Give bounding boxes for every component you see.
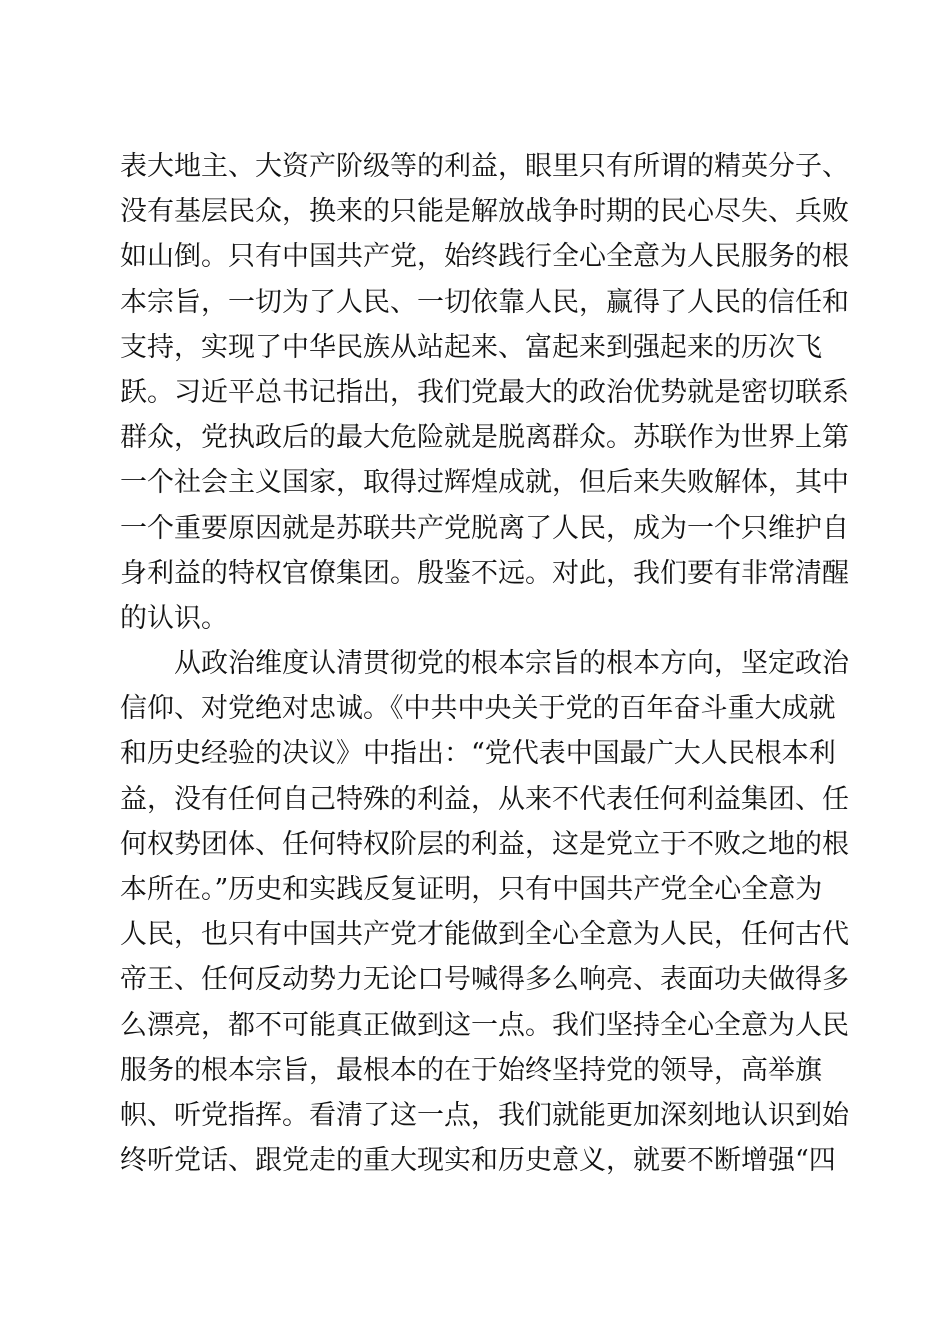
text-line: 益，没有任何自己特殊的利益，从来不代表任何利益集团、任 xyxy=(120,783,849,815)
text-line: 一个重要原因就是苏联共产党脱离了人民，成为一个只维护自 xyxy=(120,512,849,544)
document-body xyxy=(120,144,849,1183)
text-line: 本所在。”历史和实践反复证明，只有中国共产党全心全意为 xyxy=(120,874,823,905)
text-line: 信仰、对党绝对忠诚。《中共中央关于党的百年奋斗重大成就 xyxy=(120,693,836,725)
text-line: 么漂亮，都不可能真正做到这一点。我们坚持全心全意为人民 xyxy=(120,1009,849,1041)
text-line: 如山倒。只有中国共产党，始终践行全心全意为人民服务的根 xyxy=(120,241,849,273)
text-line: 的认识。 xyxy=(120,602,228,634)
text-line: 表大地主、大资产阶级等的利益，眼里只有所谓的精英分子、 xyxy=(120,151,849,182)
text-line: 本宗旨，一切为了人民、一切依靠人民，赢得了人民的信任和 xyxy=(120,286,849,318)
text-line: 群众，党执政后的最大危险就是脱离群众。苏联作为世界上第 xyxy=(120,422,849,454)
text-line: 人民，也只有中国共产党才能做到全心全意为人民，任何古代 xyxy=(120,919,849,951)
text-line: 帜、听党指挥。看清了这一点，我们就能更加深刻地认识到始 xyxy=(120,1099,849,1131)
text-line: 终听党话、跟党走的重大现实和历史意义，就要不断增强“四 xyxy=(120,1145,836,1177)
text-line: 支持，实现了中华民族从站起来、富起来到强起来的历次飞 xyxy=(120,331,822,363)
text-line: 何权势团体、任何特权阶层的利益，这是党立于不败之地的根 xyxy=(120,828,849,860)
text-line: 和历史经验的决议》中指出：“党代表中国最广大人民根本利 xyxy=(120,738,836,770)
paragraph-2 xyxy=(120,641,849,1183)
text-line: 没有基层民众，换来的只能是解放战争时期的民心尽失、兵败 xyxy=(120,196,849,228)
text-line: 身利益的特权官僚集团。殷鉴不远。对此，我们要有非常清醒 xyxy=(120,557,849,589)
text-line: 帝王、任何反动势力无论口号喊得多么响亮、表面功夫做得多 xyxy=(120,964,849,996)
text-line: 从政治维度认清贯彻党的根本宗旨的根本方向，坚定政治 xyxy=(174,648,849,680)
text-line: 跃。习近平总书记指出，我们党最大的政治优势就是密切联系 xyxy=(120,376,849,408)
text-line: 一个社会主义国家，取得过辉煌成就，但后来失败解体，其中 xyxy=(120,467,849,499)
text-line: 服务的根本宗旨，最根本的在于始终坚持党的领导，高举旗 xyxy=(120,1054,822,1086)
paragraph-1 xyxy=(120,144,849,641)
